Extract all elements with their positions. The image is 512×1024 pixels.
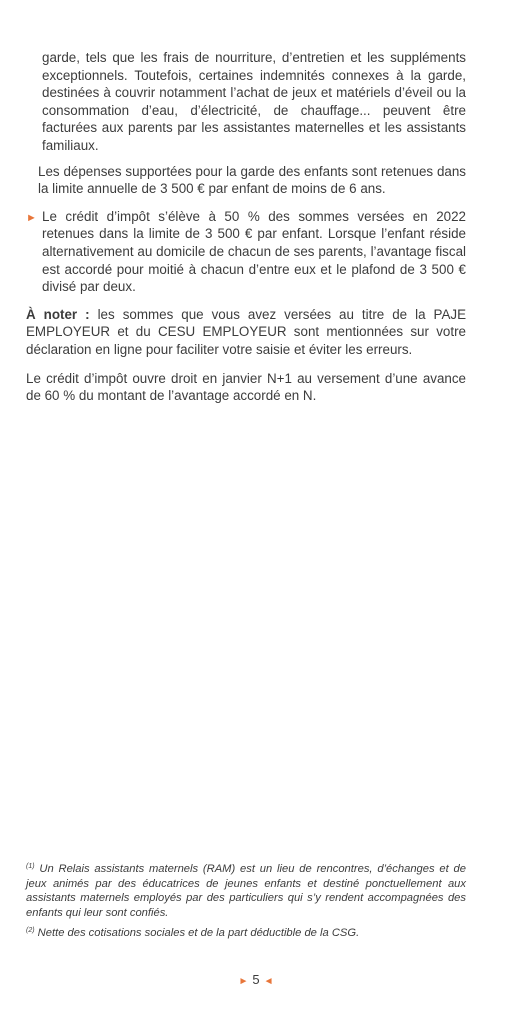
footnote-1 [26, 860, 466, 920]
note-label: À noter : [26, 306, 90, 322]
paragraph-limit: Les dépenses supportées pour la garde des enfants sont retenues dans la limite annuelle de 3 500 € par enfant de moins de 6 ans. [38, 163, 466, 197]
footnote-text-2: Nette des cotisations sociales et de la part déductible de la CSG. [34, 927, 360, 940]
paragraph-credit-text: Le crédit d’impôt s’élève à 50 % des sommes versées en 2022 retenues dans la limite de 3 500 € par enfant. Lorsque l’enfant réside alternativement au domicile de chacun de ses parents, l’avantage fiscal est accordé pour moitié à chacun d’entre eux et le plafond de 3 500 € divisé par deux. [42, 208, 466, 295]
page-number [0, 972, 512, 987]
main-content [26, 49, 466, 405]
bullet-arrow-icon: ► [26, 211, 37, 224]
footnote-text-1: Un Relais assistants maternels (RAM) est un lieu de rencontres, d’échanges et de jeux animés par des éducatrices de jeunes enfants et destiné ponctuellement aux assistants maternels employés par des particuliers qui s’y rendent accompagnées des enfants qui leur sont confiés. [26, 863, 466, 919]
paragraph-continued: garde, tels que les frais de nourriture, d’entretien et les suppléments exceptionnels. Toutefois, certaines indemnités connexes à la garde, destinées à couvrir notamment l’achat de jeux et matériels d’éveil ou la consommation d’eau, d’électricité, de chauffage... peuvent être facturées aux parents par les assistantes maternelles et les assistants familiaux. [42, 50, 466, 153]
note-text: les sommes que vous avez versées au titre de la PAJE EMPLOYEUR et du CESU EMPLOYEUR sont mentionnées sur votre déclaration en ligne pour faciliter votre saisie et éviter les erreurs. [26, 306, 467, 357]
right-arrow-icon: ► [238, 976, 249, 987]
footnotes [26, 860, 466, 941]
note-paragraph [26, 306, 466, 359]
bullet-paragraph-credit [26, 208, 466, 296]
paragraph-advance: Le crédit d’impôt ouvre droit en janvier N+1 au versement d’une avance de 60 % du montant de l’avantage accordé en N. [26, 370, 466, 404]
page-number-value: 5 [252, 972, 260, 987]
left-arrow-icon: ◄ [263, 976, 274, 987]
footnote-2 [26, 924, 466, 941]
footnote-marker-2: (2) [26, 927, 35, 935]
footnote-marker-1: (1) [26, 863, 35, 870]
